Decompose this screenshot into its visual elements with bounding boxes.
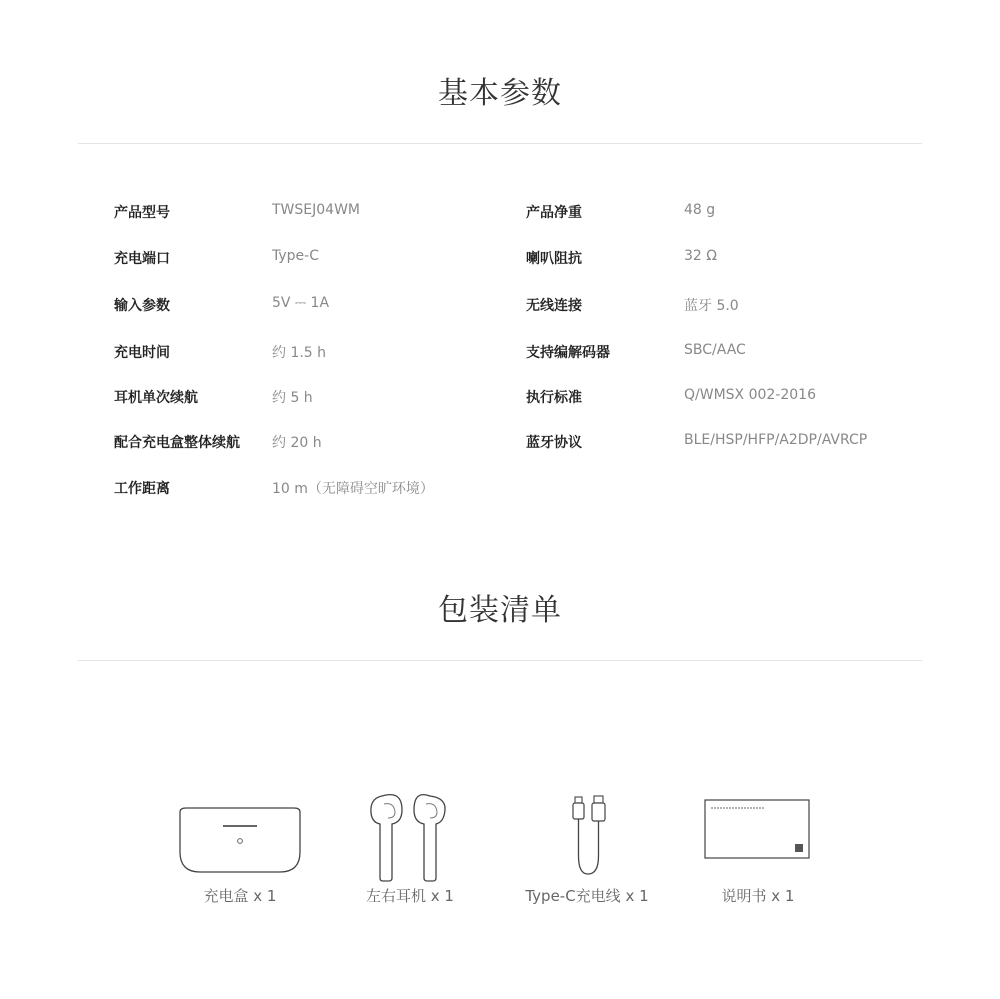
spec-label: 配合充电盒整体续航 bbox=[114, 435, 240, 451]
spec-value: Type-C bbox=[272, 248, 319, 264]
spec-label: 喇叭阻抗 bbox=[526, 251, 582, 267]
spec-value: SBC/AAC bbox=[684, 342, 746, 358]
spec-value: 约 20 h bbox=[272, 435, 322, 451]
package-item bbox=[648, 792, 868, 922]
spec-label: 无线连接 bbox=[526, 298, 582, 314]
spec-value: 5V ⎓ 1A bbox=[272, 295, 330, 311]
spec-label: 支持编解码器 bbox=[526, 345, 610, 361]
spec-label: 充电时间 bbox=[114, 345, 170, 361]
spec-value: 48 g bbox=[684, 202, 716, 218]
spec-value: 10 m（无障碍空旷环境） bbox=[272, 481, 434, 497]
package-caption: 左右耳机 x 1 bbox=[366, 887, 454, 905]
package-caption: Type-C充电线 x 1 bbox=[525, 887, 649, 905]
package-section-title: 包装清单 bbox=[438, 593, 562, 628]
package-divider bbox=[78, 660, 922, 661]
spec-value: BLE/HSP/HFP/A2DP/AVRCP bbox=[684, 432, 868, 448]
package-caption: 充电盒 x 1 bbox=[203, 887, 277, 905]
charging-case-icon bbox=[178, 806, 302, 876]
specs-section-title: 基本参数 bbox=[438, 76, 562, 111]
spec-label: 蓝牙协议 bbox=[526, 435, 582, 451]
spec-label: 耳机单次续航 bbox=[114, 390, 198, 406]
spec-value: 约 5 h bbox=[272, 390, 313, 406]
spec-label: 充电端口 bbox=[114, 251, 170, 267]
spec-value: Q/WMSX 002-2016 bbox=[684, 387, 816, 403]
spec-label: 工作距离 bbox=[114, 481, 170, 497]
spec-value: 约 1.5 h bbox=[272, 345, 327, 361]
spec-value: TWSEJ04WM bbox=[272, 202, 360, 218]
spec-label: 输入参数 bbox=[114, 298, 170, 314]
spec-value: 32 Ω bbox=[684, 248, 717, 264]
spec-label: 执行标准 bbox=[526, 390, 582, 406]
usb-cable-icon bbox=[563, 794, 613, 880]
manual-icon bbox=[703, 798, 813, 862]
earbuds-icon bbox=[368, 792, 448, 882]
spec-label: 产品型号 bbox=[114, 205, 170, 221]
spec-value: 蓝牙 5.0 bbox=[684, 298, 739, 314]
spec-label: 产品净重 bbox=[526, 205, 582, 221]
package-caption: 说明书 x 1 bbox=[721, 887, 795, 905]
specs-divider bbox=[78, 143, 922, 144]
